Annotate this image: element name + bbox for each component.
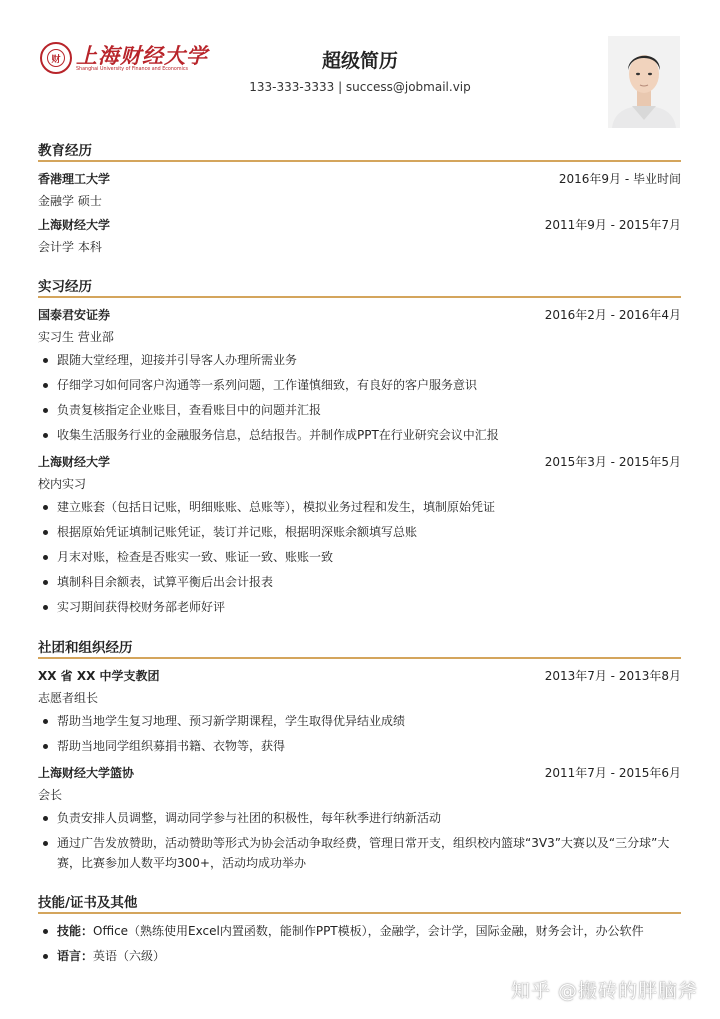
list-item [38,946,683,966]
bullet-icon [43,841,48,846]
list-item: 收集生活服务行业的金融服务信息，总结报告。并制作成PPT在行业研究会议中汇报 [38,425,683,445]
bullet-icon [43,433,48,438]
bullet-icon [43,744,48,749]
entry-org: 上海财经大学 [38,455,111,469]
bullet-icon [43,358,48,363]
resume-title: 超级简历 [321,50,398,72]
entry-date: 2011年7月 - 2015年6月 [544,766,681,780]
bullet-icon [43,929,48,934]
entry-date: 2013年7月 - 2013年8月 [544,669,681,683]
entry-role: 校内实习 [38,477,87,491]
profile-photo [608,36,680,128]
entry-org: 上海财经大学篮协 [38,766,135,780]
section-title-internship: 实习经历 [38,279,92,295]
bullet-icon [43,383,48,388]
section-divider [38,657,681,659]
list-item: 建立账套（包括日记账，明细账账、总账等），模拟业务过程和发生，填制原始凭证 [38,497,683,517]
bullet-icon [43,816,48,821]
entry-role: 实习生 营业部 [38,330,114,344]
entry-date: 2016年2月 - 2016年4月 [544,308,681,322]
list-item: 帮助当地学生复习地理、预习新学期课程，学生取得优异结业成绩 [38,711,683,731]
club-entry [38,764,681,782]
list-item: 跟随大堂经理，迎接并引导客人办理所需业务 [38,350,683,370]
bullet-icon [43,530,48,535]
list-item: 填制科目余额表，试算平衡后出会计报表 [38,572,683,592]
entry-role: 会长 [38,788,63,802]
entry-role: 志愿者组长 [38,691,99,705]
entry-org: 香港理工大学 [38,172,111,186]
list-item: 帮助当地同学组织募捐书籍、衣物等，获得 [38,736,683,756]
list-item: 负责安排人员调整，调动同学参与社团的积极性，每年秋季进行纳新活动 [38,808,683,828]
university-seal-icon: 财 [40,42,72,74]
entry-org: 国泰君安证券 [38,308,111,322]
contact-info: 133-333-3333 | success@jobmail.vip [249,80,471,94]
logo-english-name: Shanghai University of Finance and Economics [76,67,188,72]
list-item: 负责复核指定企业账目，查看账目中的问题并汇报 [38,400,683,420]
internship-entry [38,306,681,324]
entry-date: 2016年9月 - 毕业时间 [558,172,681,186]
list-item [38,921,683,941]
list-item: 根据原始凭证填制记账凭证，装订并记账，根据明深账余额填写总账 [38,522,683,542]
education-entry [38,216,681,234]
entry-role: 会计学 本科 [38,240,102,254]
logo-chinese-name: 上海财经大学 [76,43,208,68]
section-title-skills: 技能/证书及其他 [38,895,138,911]
bullet-icon [43,408,48,413]
education-entry [38,170,681,188]
list-item: 实习期间获得校财务部老师好评 [38,597,683,617]
entry-role: 金融学 硕士 [38,194,102,208]
section-divider [38,160,681,162]
section-divider [38,912,681,914]
entry-date: 2015年3月 - 2015年5月 [544,455,681,469]
skill-text: Office（熟练使用Excel内置函数，能制作PPT模板），金融学，会计学，国际金融，财务会计，办公软件 [93,924,644,938]
bullet-icon [43,505,48,510]
skill-label: 语言： [57,949,94,963]
skill-text: 英语（六级） [93,949,166,963]
zhihu-watermark: 知乎 @搬砖的胖脑斧 [510,980,698,1002]
internship-entry [38,453,681,471]
entry-date: 2011年9月 - 2015年7月 [544,218,681,232]
bullet-icon [43,555,48,560]
entry-org: 上海财经大学 [38,218,111,232]
section-divider [38,296,681,298]
bullet-icon [43,580,48,585]
portrait-icon [608,36,680,128]
section-title-education: 教育经历 [38,143,92,159]
bullet-icon [43,605,48,610]
club-entry [38,667,681,685]
skill-label: 技能： [57,924,94,938]
bullet-icon [43,719,48,724]
section-title-clubs: 社团和组织经历 [38,640,133,656]
list-item: 月末对账，检查是否账实一致、账证一致、账账一致 [38,547,683,567]
list-item: 仔细学习如何同客户沟通等一系列问题，工作谨慎细致，有良好的客户服务意识 [38,375,683,395]
bullet-icon [43,954,48,959]
entry-org: XX 省 XX 中学支教团 [38,669,160,683]
list-item: 通过广告发放赞助，活动赞助等形式为协会活动争取经费，管理日常开支，组织校内篮球“3V3”大赛以及“三分球”大赛，比赛参加人数平均300+，活动均成功举办 [38,833,683,873]
